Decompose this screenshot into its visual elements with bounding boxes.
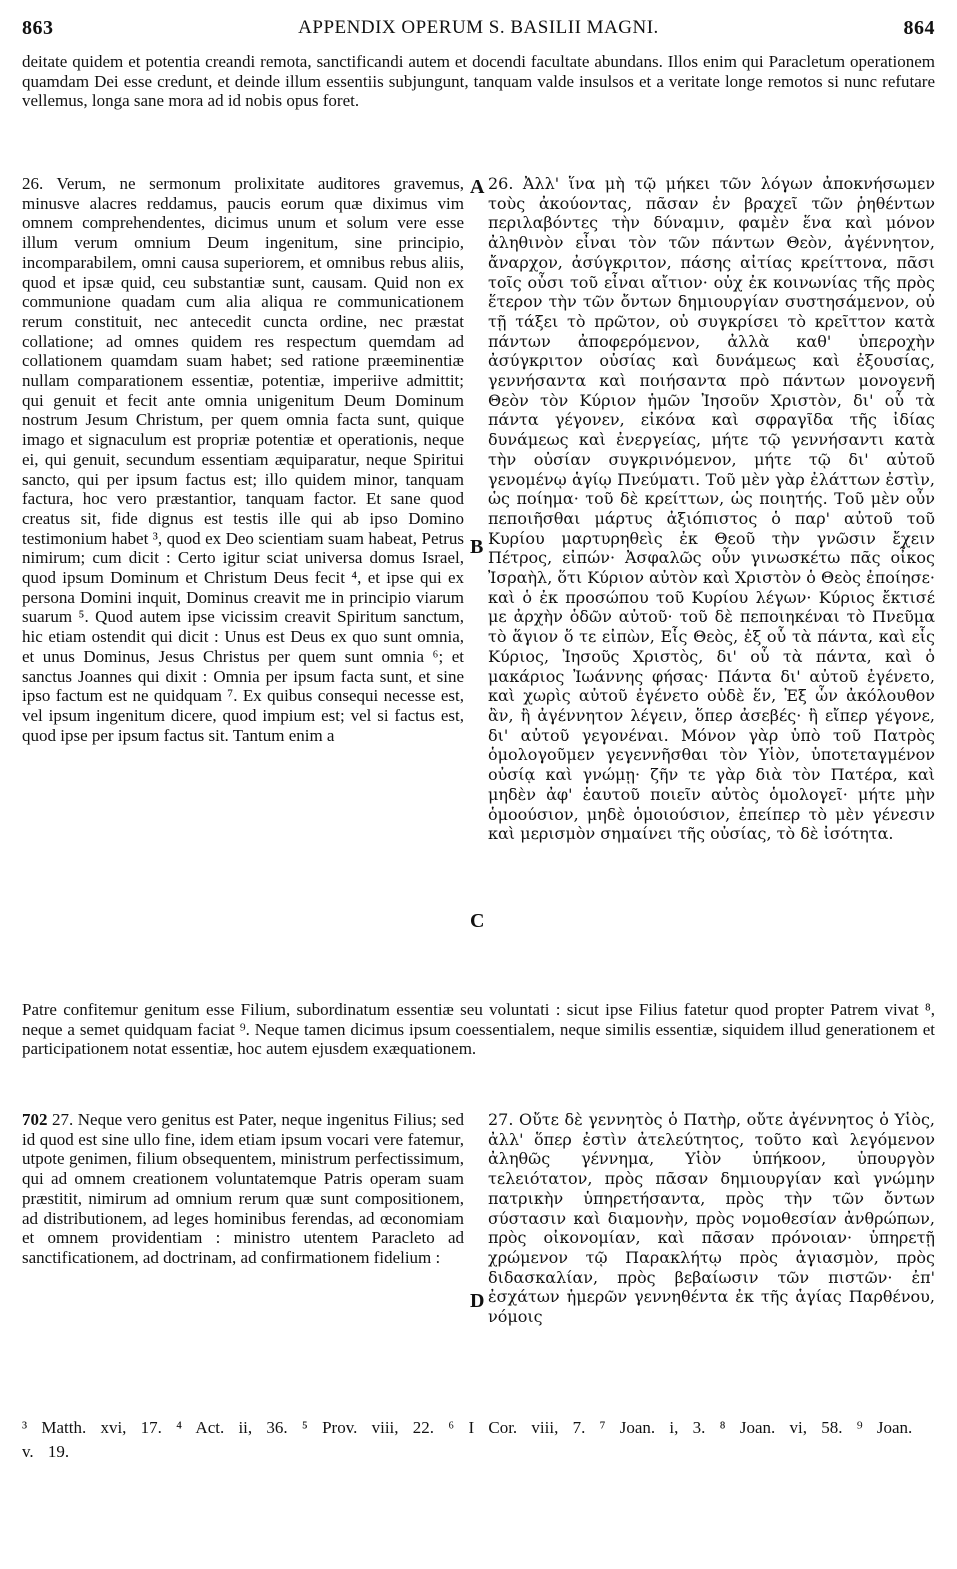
intro-block xyxy=(22,52,935,111)
greek-paragraph-26: 26. Ἀλλ' ἵνα μὴ τῷ μήκει τῶν λόγων ἀποκνήσωμεν τοὺς ἀκούοντας, πᾶσαν ἐν βραχεῖ τῶν ῥηθέντων περιλαβόντες τὴν δύναμιν, φαμὲν ἕνα καὶ μόνον ἀληθινὸν εἶναι τὸν τῶν πάντων Θεὸν, ἀγέννητον, ἄναρχον, ἀσύγκριτον, πάσης αἰτίας κρείττονα, πᾶσι τοῖς οὖσι τοῦ εἶναι αἴτιον· οὐχ ἐκ κοινωνίας τῆς πρὸς ἕτερον τὴν τῶν ὄντων δημιουργίαν συστησάμενον, οὐ τῇ τάξει τὸ πρῶτον, οὐ συγκρίσει τὸ κρεῖττον κατὰ πάντων ἀποφερόμενον, ἀλλὰ καθ' ὑπεροχὴν ἀσύγκριτον οὐσίας καὶ δυνάμεως καὶ ἐξουσίας, γεννήσαντα καὶ ποιήσαντα πρὸ πάντων μονογενῆ Θεὸν τὸν Κύριον ἡμῶν Ἰησοῦν Χριστὸν, δι' οὗ τὰ πάντα γέγονεν, εἰκόνα καὶ σφραγῖδα τῆς ἰδίας δυνάμεως καὶ ἐνεργείας, μήτε τῷ γεννήσαντι κατὰ τὴν οὐσίαν συγκρινόμενον, μήτε τῷ δι' αὐτοῦ γενομένῳ ἁγίῳ Πνεύματι. Τοῦ μὲν γὰρ ἐλάττων ἐστὶν, ὡς ποίημα· τοῦ δὲ κρείττων, ὡς ποιητής. Τοῦ μὲν οὖν πεποιῆσθαι μάρτυς ἀξιόπιστος ὁ παρ' αὐτοῦ τοῦ Κυρίου μαρτυρηθεὶς ἐκ Θεοῦ τὴν γνῶσιν ἔχειν Πέτρος, εἰπών· Ἀσφαλῶς οὖν γινωσκέτω πᾶς οἶκος Ἰσραὴλ, ὅτι Κύριον αὐτὸν καὶ Χριστὸν ὁ Θεὸς ἐποίησε· καὶ ὁ ἐκ προσώπου τοῦ Κυρίου λέγων· Κύριος ἔκτισέ με ἀρχὴν ὁδῶν αὐτοῦ· τοῦ δὲ πεποιηκέναι τὸ Πνεῦμα τὸ ἅγιον ὅ τε εἰπὼν, Εἷς Θεὸς, ἐξ οὗ τὰ πάντα, καὶ εἷς Κύριος, Ἰησοῦς Χριστὸς, δι' οὗ τὰ πάντα, καὶ ὁ μακάριος Ἰωάννης φήσας· Πάντα δι' αὐτοῦ ἐγένετο, καὶ χωρὶς αὐτοῦ ἐγένετο οὐδὲ ἕν, Ἐξ ὧν ἀκόλουθον ἂν, ἢ ἀγέννητον λέγειν, ὅπερ ἀσεβές· ἢ εἴπερ γέγονε, δι' αὐτοῦ γεγονέναι. Μόνον γὰρ ὑπὸ τοῦ Πατρὸς ὁμολογοῦμεν γεγεννῆσθαι τὸν Υἱὸν, ὑποτεταγμένον οὐσίᾳ καὶ γνώμῃ· ζῆν τε γὰρ διὰ τὸν Πατέρα, καὶ μηδὲν ἀφ' ἑαυτοῦ ποιεῖν αὐτὸς ὁμολογεῖ· μήτε μὴν ὁμοούσιον, μηδὲ ὁμοιούσιον, ἐπείπερ τὸ μὲν γένεσιν καὶ μερισμὸν σημαίνει τῆς οὐσίας, τὸ δὲ ἰσότητα. xyxy=(488,174,935,844)
right-page-number: 864 xyxy=(903,16,935,39)
greek-paragraph-27: 27. Οὔτε δὲ γεννητὸς ὁ Πατὴρ, οὔτε ἀγέννητος ὁ Υἱὸς, ἀλλ' ὅπερ ἐστὶν ἀτελεύτητος, τοῦτο καὶ λεγόμενον ἀληθῶς γέννημα, Υἱὸν ὑπήκοον, ὑπουργὸν τελειότατον, πρὸς πᾶσαν δημιουργίαν καὶ γνώμην πατρικὴν ὑπηρετήσαντα, πρὸς τὴν τῶν ὄντων σύστασιν καὶ διαμονὴν, πρὸς νομοθεσίαν ἀνθρώπων, πρὸς οἰκονομίαν, καὶ πᾶσαν πρόνοιαν· ὑπηρετῇ χρώμενον τῷ Παρακλήτῳ πρὸς ἁγιασμὸν, πρὸς διδασκαλίαν, πρὸς βεβαίωσιν τῶν πιστῶν· ἐπ' ἐσχάτων ἡμερῶν γεννηθέντα ἐκ τῆς ἁγίας Παρθένου, νόμοις xyxy=(488,1110,935,1327)
margin-letter-d: D xyxy=(470,1290,485,1312)
greek-column-27 xyxy=(488,1110,935,1327)
page-marker-702: 702 xyxy=(22,1110,48,1129)
left-page-number: 863 xyxy=(22,16,54,39)
latin-column-27 xyxy=(22,1110,464,1268)
bridge-block xyxy=(22,1000,935,1059)
footnotes: ³ Matth. xvi, 17. ⁴ Act. ii, 36. ⁵ Prov. viii, 22. ⁶ I Cor. viii, 7. ⁷ Joan. i, 3. ⁸ Joan. vi, 58. ⁹ Joan. v. 19. xyxy=(22,1418,913,1461)
latin-paragraph-26: 26. Verum, ne sermonum prolixitate auditores gravemus, minusve alacres reddamus, paucis eorum quæ diximus vim omnem comprehendentes, dicimus unum et solum vere esse illum verum omnium Deum ingenitum, sine principio, incomparabilem, omni causa superiorem, et omnibus rebus aliis, quod et ipsæ quid, ceu substantiæ sunt, causam. Quid non ex communione quadam cum alia aliqua re communicationem rerum constituit, nec antecedit cuncta ordine, nec præstat collatione; ad omnes quidem res respectum quemdam ad collationem quamdam suam habet; sed ratione præeminentiæ nullam comparationem essentiæ, potentiæ, imperiive admittit; qui genuit et fecit ante omnia unigenitum Deum Dominum nostrum Jesum Christum, per quem omnia facta sunt, quique imago et signaculum est propriæ potentiæ et operationis, neque ei, qui genuit, secundum essentiam æquiparatur, neque Spiritui sancto, qui per ipsum factus est; illo quidem minor, tanquam factura, hoc vero præstantior, tanquam factor. Et sane quod creatus sit, fide dignus est testis ille qui ab ipso Domino testimonium habet ³, quod ex Deo scientiam suam habeat, Petrus nimirum; cum dicit : Certo igitur sciat universa domus Israel, quod ipsum Dominum et Christum Deus fecit ⁴, et ipse qui ex persona Domini inquit, Dominus creavit me in principio viarum suarum ⁵. Quod autem ipse vicissim creavit Spiritum sanctum, hic etiam ostendit qui dicit : Unus est Deus ex quo sunt omnia, et unus Dominus, Jesus Christus per quem sunt omnia ⁶; et sanctus Joannes qui dixit : Omnia per ipsum facta sunt, et sine ipso factum est ne quidquam ⁷. Ex quibus consequi necesse est, vel ipsum ingenitum dicere, quod impium est; vel si factus est, quod ipse per ipsum factus sit. Tantum enim a xyxy=(22,174,464,745)
intro-paragraph: deitate quidem et potentia creandi remota, sanctificandi autem et docendi facultate abundans. Illos enim qui Paracletum operationem quamdam Dei esse credunt, et deinde illum essentiis subjungunt, tanquam valde insulsos et a veritate longe remotos si nunc refutare vellemus, longa sane mora ad id nobis opus foret. xyxy=(22,52,935,111)
running-title: APPENDIX OPERUM S. BASILII MAGNI. xyxy=(298,17,659,38)
latin-paragraph-27 xyxy=(22,1110,464,1268)
margin-letter-b: B xyxy=(470,536,484,558)
latin-column-26 xyxy=(22,174,464,745)
latin-text-27: 27. Neque vero genitus est Pater, neque ingenitus Filius; sed id quod est sine ullo fine, idem etiam ipsum vocari vere fatemur, utpote genimen, filium obsequentem, ministrum perfectissimum, qui ad omnem creationem voluntatemque Patris operam suam præstitit, nimirum ad omnium rerum quæ sunt compositionem, ad distributionem, ad leges hominibus ferendas, ad œconomiam et omnem providentiam : ministro utentem Paracleto ad sanctificationem, ad doctrinam, ad confirmationem fidelium : xyxy=(22,1110,464,1267)
running-header xyxy=(22,14,935,42)
greek-column-26 xyxy=(488,174,935,844)
bridge-paragraph: Patre confitemur genitum esse Filium, subordinatum essentiæ seu voluntati : sicut ipse Filius fatetur quod propter Patrem vivat ⁸, neque a semet quidquam faciat ⁹. Neque tamen dicimus ipsum coessentialem, neque similis essentiæ, siquidem illud generationem et participationem notat essentiæ, hoc autem ejusdem exæquationem. xyxy=(22,1000,935,1059)
margin-letter-a: A xyxy=(470,176,485,198)
margin-letter-c: C xyxy=(470,910,485,932)
